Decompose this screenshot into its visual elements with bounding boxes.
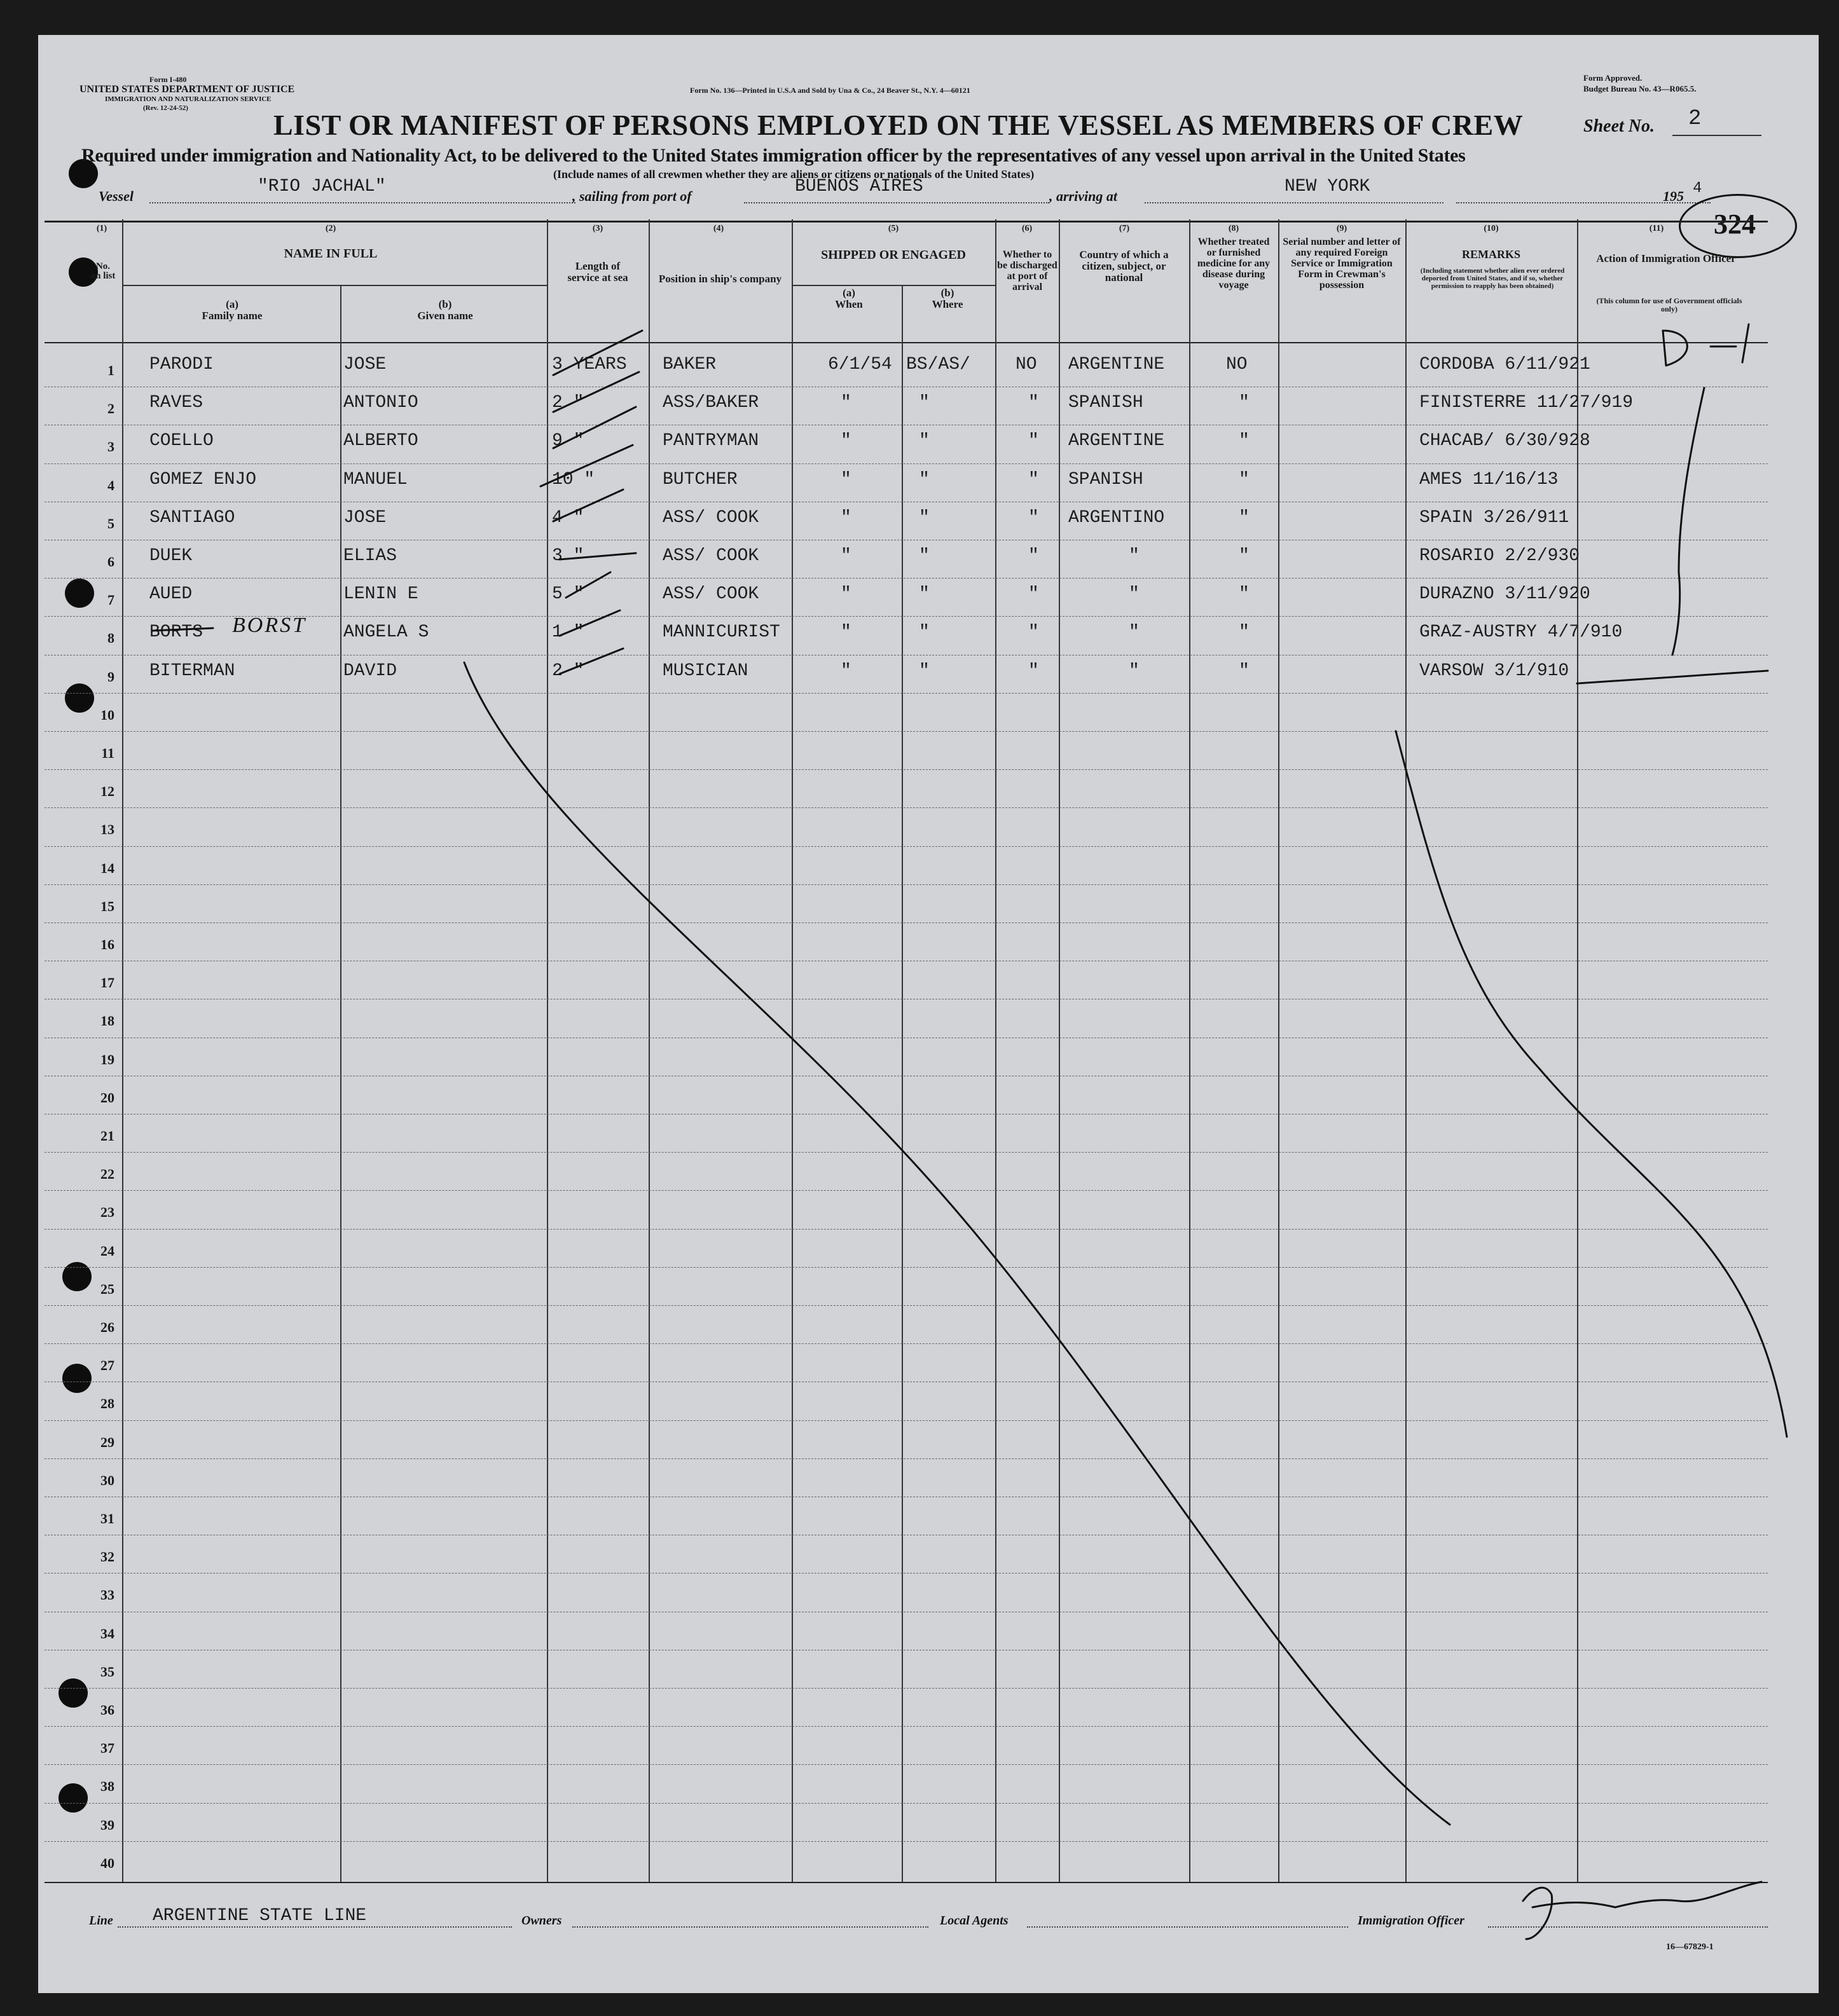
crew-cell-service: 3 ": [552, 546, 584, 566]
crew-cell-discharged: NO: [1016, 355, 1037, 374]
crew-cell-given: MANUEL: [343, 469, 408, 490]
col10-note: (Including statement whether alien ever ordered deported from United States, and if so, whether permission to reapply has been obtained): [1420, 267, 1565, 290]
crew-cell-treated: ": [1239, 661, 1250, 681]
crew-cell-discharged: ": [1028, 507, 1039, 528]
col8-number: (8): [1228, 224, 1239, 233]
check-mark: [566, 572, 610, 598]
row-number: 34: [100, 1625, 114, 1642]
handwritten-borst: BORST: [232, 614, 306, 637]
crew-cell-when: ": [841, 661, 851, 681]
crew-cell-where: BS/AS/: [906, 355, 970, 374]
officer-label: Immigration Officer: [1358, 1914, 1464, 1928]
stamp-number: 324: [1714, 209, 1756, 240]
right-cancel-curve: [1396, 731, 1787, 1437]
crew-cell-remarks: GRAZ-AUSTRY 4/7/910: [1419, 622, 1623, 643]
crew-cell-where: ": [919, 661, 930, 681]
crew-cell-position: MANNICURIST: [663, 622, 780, 643]
col5-header: SHIPPED OR ENGAGED: [821, 248, 966, 262]
vessel-label: Vessel: [99, 188, 134, 204]
row-number: 35: [100, 1663, 114, 1680]
col2-number: (2): [325, 224, 336, 233]
service: IMMIGRATION AND NATURALIZATION SERVICE: [105, 95, 272, 103]
crew-cell-given: LENIN E: [343, 584, 418, 605]
crew-cell-country: SPANISH: [1068, 469, 1143, 490]
crew-cell-position: BUTCHER: [663, 469, 738, 490]
col8-header: Whether treated or furnished medicine for any disease during voyage: [1197, 237, 1271, 291]
col7-header: Country of which a citizen, subject, or national: [1079, 249, 1169, 284]
crew-cell-family: PARODI: [149, 355, 214, 374]
crew-cell-when: ": [841, 431, 851, 451]
crew-cell-service: 1 ": [552, 622, 584, 643]
check-mark: [560, 610, 620, 636]
crew-cell-given: ELIAS: [343, 546, 397, 566]
sheet-label: Sheet No.: [1583, 116, 1655, 136]
crew-cell-treated: ": [1239, 507, 1250, 528]
row-number: 25: [100, 1280, 114, 1297]
year-label: 195: [1663, 188, 1684, 204]
col3-number: (3): [592, 224, 603, 233]
crew-cell-family: AUED: [149, 584, 193, 605]
col10-header: REMARKS: [1461, 248, 1520, 261]
form-id: Form I-480: [149, 75, 187, 84]
row-number: 23: [100, 1204, 114, 1221]
crew-cell-service: 5 ": [552, 584, 584, 605]
crew-cell-service: 2 ": [552, 393, 584, 413]
row-number: 12: [100, 783, 114, 800]
crew-cell-position: MUSICIAN: [663, 661, 748, 681]
crew-cell-discharged: ": [1028, 431, 1039, 451]
col7-number: (7): [1119, 224, 1130, 233]
crew-cell-position: PANTRYMAN: [663, 431, 759, 451]
crew-cell-when: ": [841, 469, 851, 490]
col5a-header: (a) When: [835, 287, 863, 310]
action-bracket: [1672, 388, 1704, 655]
crew-cell-given: JOSE: [343, 507, 387, 528]
crew-cell-family: GOMEZ ENJO: [149, 469, 257, 490]
row-number: 24: [100, 1242, 114, 1259]
row-number: 22: [100, 1166, 114, 1183]
crew-cell-when: ": [841, 393, 851, 413]
crew-cell-country: ARGENTINO: [1068, 507, 1165, 528]
form-code: 16—67829-1: [1666, 1942, 1714, 1952]
row-number: 18: [100, 1013, 114, 1029]
subtitle: Required under immigration and Nationality Act, to be delivered to the United States immigration officer by the representatives of any vessel upon arrival in the United States: [81, 145, 1466, 166]
col2b-header: (b) Given name: [417, 298, 473, 322]
crew-cell-given: DAVID: [343, 661, 397, 681]
row-number: 17: [100, 975, 114, 991]
crew-cell-family: DUEK: [149, 546, 193, 566]
col4-header: Position in ship's company: [658, 273, 782, 285]
crew-cell-position: ASS/BAKER: [663, 393, 759, 413]
row-number: 26: [100, 1319, 114, 1335]
owners-underline: [572, 1926, 928, 1928]
crew-cell-where: ": [919, 584, 930, 605]
crew-cell-treated: ": [1239, 431, 1250, 451]
owners-label: Owners: [521, 1914, 562, 1928]
row-number: 7: [107, 592, 114, 608]
col2a-header: (a) Family name: [202, 298, 263, 322]
crew-cell-remarks: VARSOW 3/1/910: [1419, 661, 1569, 681]
crew-cell-country: ARGENTINE: [1068, 431, 1165, 451]
crew-cell-when: ": [841, 622, 851, 643]
row-number: 2: [107, 401, 114, 417]
crew-cell-discharged: ": [1028, 584, 1039, 605]
check-mark: [560, 648, 623, 674]
crew-cell-service: 2 ": [552, 661, 584, 681]
crew-cell-discharged: ": [1028, 546, 1039, 566]
col6-header: Whether to be discharged at port of arrival: [997, 249, 1057, 292]
row9-underline: [1577, 671, 1768, 683]
col11-header: Action of Immigration Officer: [1596, 252, 1736, 264]
row-number: 29: [100, 1434, 114, 1450]
signature-scrawl: [1523, 1882, 1761, 1939]
col1-number: (1): [96, 224, 107, 233]
row-number: 39: [100, 1816, 114, 1833]
diagonal-cancel-line: [464, 662, 1450, 1825]
col5b-header: (b) Where: [932, 287, 963, 310]
crew-cell-treated: ": [1239, 584, 1250, 605]
sheet-number: 2: [1688, 107, 1702, 131]
crew-cell-remarks: CHACAB/ 6/30/928: [1419, 431, 1590, 451]
row-number: 31: [100, 1511, 114, 1526]
crew-cell-remarks: SPAIN 3/26/911: [1419, 507, 1569, 528]
crew-cell-family: SANTIAGO: [149, 507, 235, 528]
row-number: 5: [107, 515, 114, 531]
crew-cell-given: ANGELA S: [343, 622, 429, 643]
agents-label: Local Agents: [940, 1914, 1009, 1928]
printer-line: Form No. 136—Printed in U.S.A and Sold by Una & Co., 24 Beaver St., N.Y. 4—60121: [690, 86, 970, 95]
crew-cell-where: ": [919, 507, 930, 528]
revision: (Rev. 12-24-52): [143, 104, 188, 112]
crew-cell-service: 10 ": [552, 469, 595, 490]
crew-cell-remarks: CORDOBA 6/11/921: [1419, 355, 1590, 374]
sailing-port: BUENOS AIRES: [795, 177, 923, 196]
col10-number: (10): [1484, 224, 1499, 233]
check-mark: [541, 445, 633, 486]
crew-cell-family: RAVES: [149, 393, 203, 413]
crew-cell-country: ": [1129, 661, 1140, 681]
crew-cell-remarks: DURAZNO 3/11/920: [1419, 584, 1590, 605]
form-approved: Form Approved.: [1583, 73, 1643, 83]
col5-number: (5): [888, 224, 899, 233]
budget-bureau: Budget Bureau No. 43—R065.5.: [1583, 84, 1697, 93]
row-number: 13: [100, 821, 114, 838]
strike-through-borts: [153, 628, 213, 631]
row-number: 37: [100, 1740, 114, 1757]
row-number: 20: [100, 1089, 114, 1106]
row-number: 28: [100, 1395, 114, 1412]
row-number: 19: [100, 1051, 114, 1067]
row-number: 10: [100, 706, 114, 723]
crew-cell-treated: ": [1239, 393, 1250, 413]
row-number: 27: [100, 1357, 114, 1374]
row-number: 4: [107, 477, 114, 493]
crew-cell-remarks: AMES 11/16/13: [1419, 469, 1559, 490]
crew-cell-treated: ": [1239, 622, 1250, 643]
check-mark: [553, 407, 636, 448]
row-number: 9: [107, 668, 114, 685]
row-number: 33: [100, 1587, 114, 1603]
crew-cell-position: ASS/ COOK: [663, 507, 759, 528]
crew-cell-country: SPANISH: [1068, 393, 1143, 413]
crew-cell-when: ": [841, 584, 851, 605]
crew-cell-country: ": [1129, 584, 1140, 605]
row-number: 30: [100, 1472, 114, 1488]
row-number: 16: [100, 936, 114, 952]
row-number: 36: [100, 1702, 114, 1718]
crew-cell-discharged: ": [1028, 661, 1039, 681]
row-number: 3: [107, 439, 114, 455]
crew-cell-treated: NO: [1226, 355, 1248, 374]
vessel-name: "RIO JACHAL": [258, 177, 386, 196]
crew-cell-where: ": [919, 393, 930, 413]
row-number: 11: [101, 745, 114, 761]
arriving-port: NEW YORK: [1285, 177, 1370, 196]
crew-cell-given: ALBERTO: [343, 431, 418, 451]
check-mark: [560, 553, 636, 559]
crew-cell-given: JOSE: [343, 355, 387, 374]
line-label: Line: [89, 1914, 113, 1928]
crew-cell-country: ": [1129, 622, 1140, 643]
arriving-label: , arriving at: [1049, 188, 1117, 204]
col3-header: Length of service at sea: [567, 260, 628, 284]
crew-cell-where: ": [919, 469, 930, 490]
row-number: 8: [107, 630, 114, 647]
crew-cell-discharged: ": [1028, 393, 1039, 413]
crew-cell-family: BORTS: [149, 622, 203, 643]
crew-cell-remarks: FINISTERRE 11/27/919: [1419, 393, 1634, 413]
crew-cell-service: 9 ": [552, 431, 584, 451]
check-mark: [553, 372, 639, 412]
crew-cell-family: COELLO: [149, 431, 214, 451]
row-number: 15: [100, 898, 114, 914]
crew-cell-position: ASS/ COOK: [663, 546, 759, 566]
row-number: 40: [100, 1855, 114, 1871]
crew-cell-family: BITERMAN: [149, 661, 235, 681]
agents-underline: [1027, 1926, 1348, 1928]
col9-number: (9): [1336, 224, 1347, 233]
subnote: (Include names of all crewmen whether they are aliens or citizens or nationals of the United States): [553, 168, 1035, 181]
crew-cell-country: ": [1129, 546, 1140, 566]
crew-cell-service: 4 ": [552, 507, 584, 528]
crew-cell-discharged: ": [1028, 622, 1039, 643]
crew-cell-where: ": [919, 431, 930, 451]
crew-cell-country: ARGENTINE: [1068, 355, 1165, 374]
department: UNITED STATES DEPARTMENT OF JUSTICE: [79, 84, 295, 95]
row-number: 6: [107, 554, 114, 570]
col4-number: (4): [713, 224, 724, 233]
officer-underline: [1488, 1926, 1768, 1928]
crew-cell-discharged: ": [1028, 469, 1039, 490]
col6-number: (6): [1021, 224, 1033, 233]
year-digit: 4: [1693, 180, 1702, 197]
check-mark: [553, 490, 623, 521]
col11-number: (11): [1649, 224, 1664, 233]
page-title: LIST OR MANIFEST OF PERSONS EMPLOYED ON THE VESSEL AS MEMBERS OF CREW: [273, 109, 1524, 141]
crew-cell-service: 3 YEARS: [552, 355, 627, 374]
crew-cell-where: ": [919, 546, 930, 566]
crew-cell-treated: ": [1239, 469, 1250, 490]
row-number: 32: [100, 1549, 114, 1565]
crew-cell-when: ": [841, 546, 851, 566]
col9-header: Serial number and letter of any required Foreign Service or Immigration Form in Crewman's possession: [1283, 237, 1401, 291]
crew-cell-remarks: ROSARIO 2/2/930: [1419, 546, 1580, 566]
crew-cell-treated: ": [1239, 546, 1250, 566]
crew-cell-when: ": [841, 507, 851, 528]
row-number: 38: [100, 1778, 114, 1795]
col11-note: (This column for use of Government officials only): [1596, 296, 1742, 313]
crew-cell-position: ASS/ COOK: [663, 584, 759, 605]
crew-cell-given: ANTONIO: [343, 393, 418, 413]
line-underline: [118, 1926, 512, 1928]
line-value: ARGENTINE STATE LINE: [153, 1906, 367, 1926]
row-number: 14: [100, 860, 114, 876]
sailing-label: , sailing from port of: [572, 188, 692, 204]
row-number: 21: [100, 1128, 114, 1144]
d1-mark: [1663, 324, 1749, 366]
crew-cell-where: ": [919, 622, 930, 643]
crew-cell-position: BAKER: [663, 355, 717, 374]
row-number: 1: [107, 362, 114, 378]
crew-cell-when: 6/1/54: [828, 355, 892, 374]
col1-header: No. on list: [90, 261, 116, 281]
col2-header: NAME IN FULL: [284, 247, 378, 261]
check-mark: [553, 331, 642, 375]
